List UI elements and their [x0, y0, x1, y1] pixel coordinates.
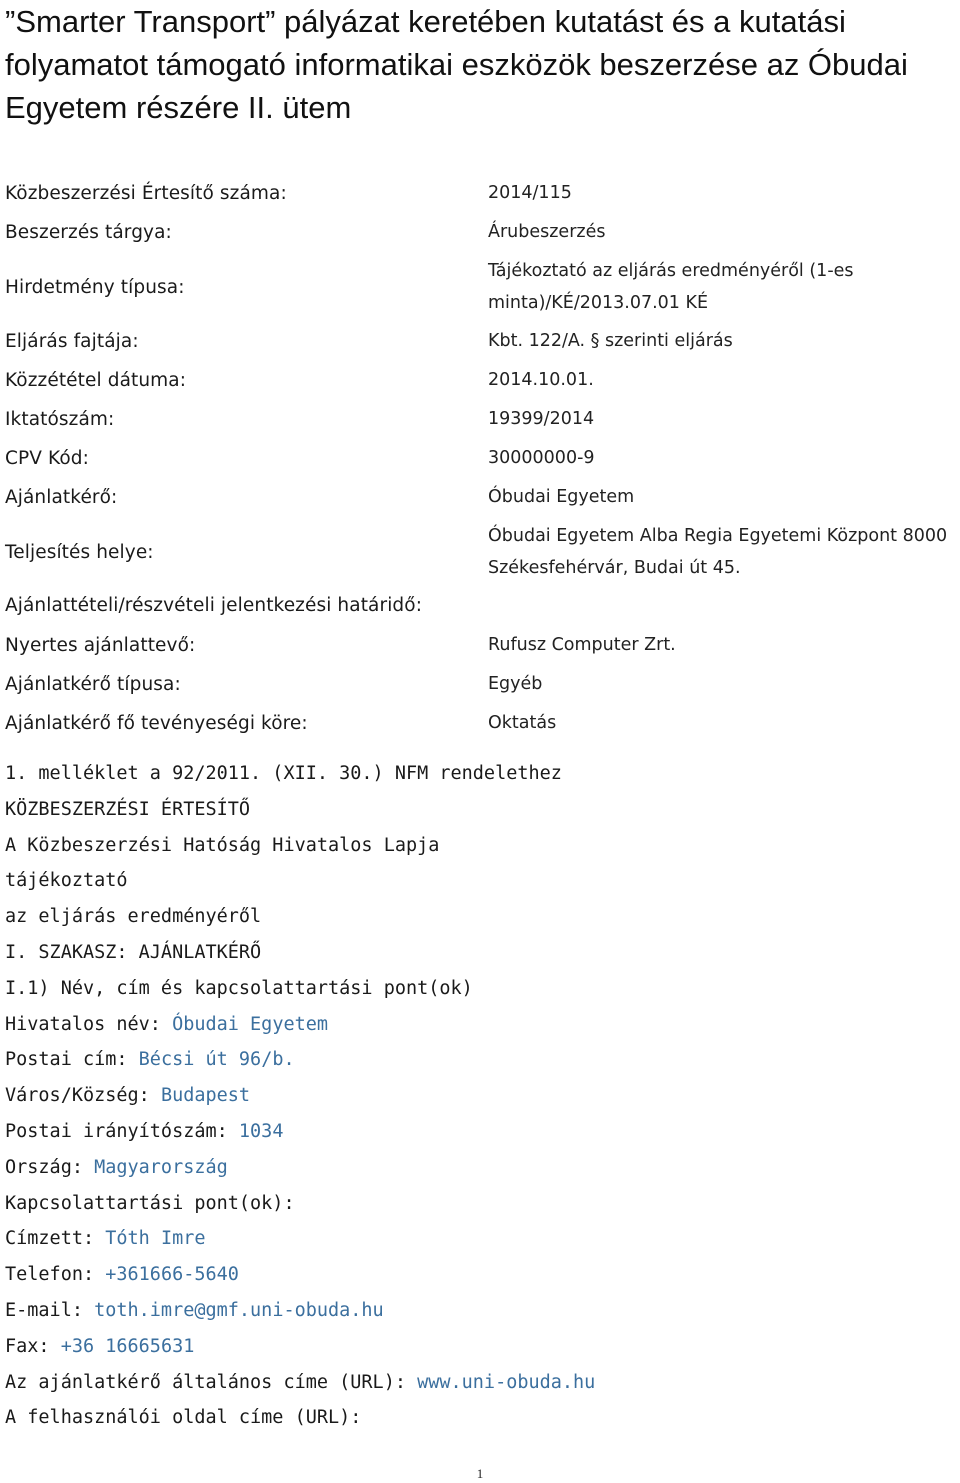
summary-table [5, 177, 960, 746]
field-label: Telefon: [5, 1264, 95, 1286]
summary-label: Közzététel dátuma: [5, 369, 187, 391]
summary-label: Ajánlattételi/részvételi jelentkezési határidő: [5, 595, 423, 616]
summary-label: Beszerzés tárgya: [5, 221, 172, 243]
summary-value: Rufusz Computer Zrt. [488, 635, 676, 655]
summary-value: Egyéb [488, 674, 543, 694]
field-label: Fax: [5, 1335, 50, 1357]
email-link[interactable]: toth.imre@gmf.uni-obuda.hu [94, 1299, 384, 1321]
summary-value: 2014/115 [488, 183, 572, 203]
summary-value: Tájékoztató az eljárás eredményéről (1-es minta)/KÉ/2013.07.01 KÉ [488, 261, 854, 313]
gazette-authority: A Közbeszerzési Hatóság Hivatalos Lapja [5, 834, 440, 856]
field-postal-address [5, 1042, 955, 1078]
field-value: +36 16665631 [60, 1335, 195, 1357]
field-value: Óbudai Egyetem [172, 1013, 329, 1035]
summary-row-procedure-type [5, 325, 960, 357]
summary-row-bulletin-number [5, 177, 960, 209]
field-value: Magyarország [94, 1156, 228, 1178]
field-country [5, 1150, 955, 1186]
summary-value: 2014.10.01. [488, 370, 594, 390]
field-city [5, 1078, 955, 1114]
summary-value: Óbudai Egyetem Alba Regia Egyetemi Központ 8000 Székesfehérvár, Budai út 45. [488, 526, 948, 578]
summary-value: 30000000-9 [488, 448, 595, 468]
summary-label: Teljesítés helye: [5, 541, 154, 563]
field-label: Hivatalos név: [5, 1013, 161, 1035]
document-type: tájékoztató [5, 870, 128, 892]
summary-value: 19399/2014 [488, 409, 595, 429]
summary-row-cpv-code [5, 442, 960, 474]
subsection-heading: I.1) Név, cím és kapcsolattartási pont(ok) [5, 977, 473, 999]
field-label: E-mail: [5, 1299, 83, 1321]
summary-label: Ajánlatkérő típusa: [5, 673, 181, 695]
page-title: ”Smarter Transport” pályázat keretében kutatást és a kutatási folyamatot támogató informatikai eszközök beszerzése az Óbudai Egyetem részére II. ütem [5, 4, 908, 125]
field-buyer-profile-url: A felhasználói oldal címe (URL): [5, 1407, 362, 1429]
field-value: Tóth Imre [105, 1228, 206, 1250]
field-fax [5, 1329, 955, 1365]
field-label: Az ajánlatkérő általános címe (URL): [5, 1371, 406, 1393]
summary-label: Eljárás fajtája: [5, 330, 139, 352]
field-phone [5, 1257, 955, 1293]
field-label: Címzett: [5, 1228, 95, 1250]
notice-body [5, 756, 955, 1436]
summary-label: Ajánlatkérő: [5, 486, 118, 508]
document-subtitle: az eljárás eredményéről [5, 906, 262, 928]
summary-row-winner [5, 629, 960, 661]
summary-row-publication-date [5, 364, 960, 396]
summary-row-contracting-authority [5, 481, 960, 513]
summary-label: Iktatószám: [5, 408, 115, 430]
summary-value: Oktatás [488, 713, 557, 733]
field-general-url [5, 1365, 955, 1401]
field-zip [5, 1114, 955, 1150]
summary-label: Ajánlatkérő fő tevényeségi köre: [5, 712, 308, 734]
summary-value: Óbudai Egyetem [488, 487, 635, 507]
field-value: Bécsi út 96/b. [138, 1049, 295, 1071]
page-number: 1 [476, 1466, 484, 1481]
field-label: Postai irányítószám: [5, 1120, 228, 1142]
summary-label: Nyertes ajánlattevő: [5, 634, 196, 656]
summary-row-authority-type [5, 668, 960, 700]
field-addressee [5, 1221, 955, 1257]
field-official-name [5, 1007, 955, 1043]
summary-row-main-activity [5, 707, 960, 739]
summary-row-place-of-performance [5, 520, 960, 584]
summary-row-deadline [5, 590, 960, 622]
website-link[interactable]: www.uni-obuda.hu [417, 1371, 596, 1393]
summary-value: Kbt. 122/A. § szerinti eljárás [488, 331, 733, 351]
field-value: +361666-5640 [105, 1264, 239, 1286]
summary-row-notice-type [5, 255, 960, 319]
field-contacts: Kapcsolattartási pont(ok): [5, 1192, 295, 1214]
field-value: 1034 [238, 1120, 284, 1142]
field-value: Budapest [160, 1085, 251, 1107]
summary-label: Közbeszerzési Értesítő száma: [5, 182, 287, 204]
field-label: Város/Község: [5, 1085, 150, 1107]
summary-label: Hirdetmény típusa: [5, 276, 185, 298]
summary-row-subject [5, 216, 960, 248]
summary-row-file-number [5, 403, 960, 435]
section-heading: I. SZAKASZ: AJÁNLATKÉRŐ [5, 941, 262, 963]
field-label: Postai cím: [5, 1049, 128, 1071]
field-label: Ország: [5, 1156, 83, 1178]
gazette-name: KÖZBESZERZÉSI ÉRTESÍTŐ [5, 798, 251, 820]
annex-reference: 1. melléklet a 92/2011. (XII. 30.) NFM rendelethez [5, 763, 562, 784]
field-email [5, 1293, 955, 1329]
summary-label: CPV Kód: [5, 447, 89, 469]
summary-value: Árubeszerzés [488, 222, 606, 242]
